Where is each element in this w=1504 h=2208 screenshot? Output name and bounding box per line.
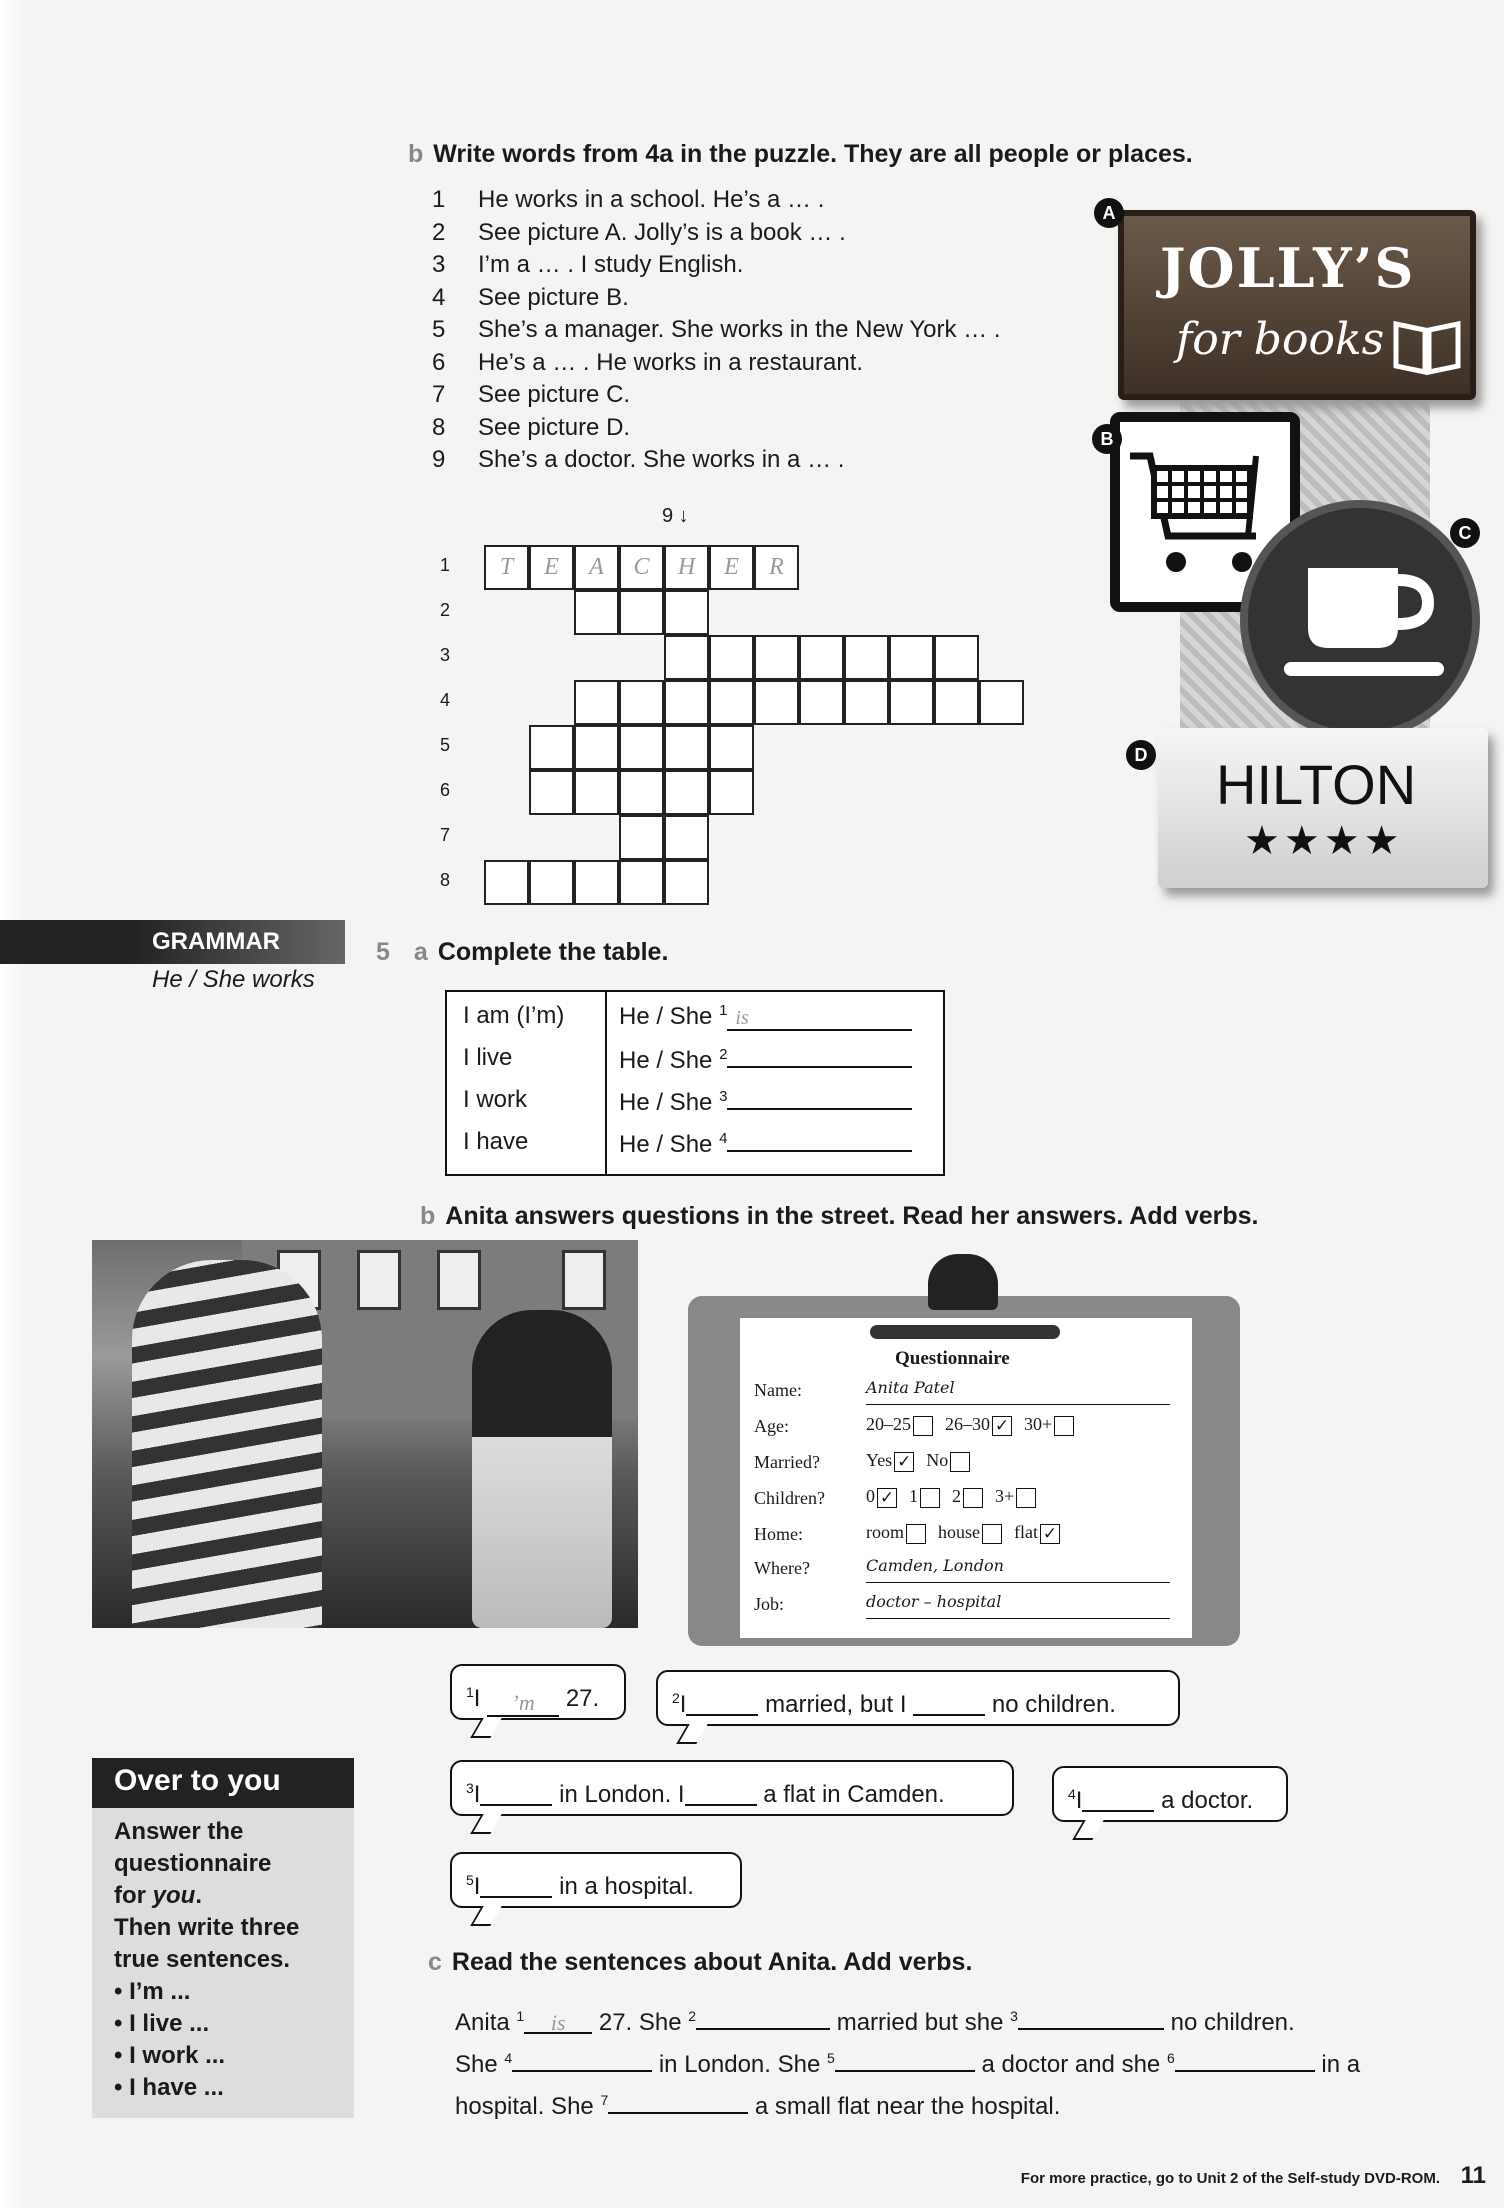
speech-bubble-3: $^3$I in London. I a flat in Camden. bbox=[450, 1760, 1014, 1816]
answer-blank[interactable]: ’m bbox=[487, 1689, 559, 1717]
prompt-list bbox=[114, 1976, 299, 2104]
crossword-cell[interactable] bbox=[619, 590, 664, 635]
crossword-cell[interactable] bbox=[664, 725, 709, 770]
table-row-right: He / She $^1$ is bbox=[619, 1002, 912, 1031]
clue-3: 3 I’m a … . I study English. bbox=[432, 251, 744, 278]
picture-c-cafe-sign bbox=[1240, 500, 1480, 740]
crossword-cell[interactable] bbox=[844, 680, 889, 725]
crossword-cell[interactable]: A bbox=[574, 545, 619, 590]
crossword-row-number: 2 bbox=[440, 600, 451, 620]
answer-blank[interactable] bbox=[696, 2006, 830, 2030]
crossword-cell[interactable]: T bbox=[484, 545, 529, 590]
questionnaire-form: Questionnaire Name: Anita Patel Age: 20–25 26–30 ✓ 30+ Married? Yes ✓ No Children? 0 ✓ 1 2 3+ Home: room house flat ✓ Where? Camden, London Job: doctor – hospital bbox=[740, 1318, 1192, 1638]
crossword-cell[interactable] bbox=[619, 815, 664, 860]
speech-bubble-2: $^2$I married, but I no children. bbox=[656, 1670, 1180, 1726]
crossword-cell[interactable] bbox=[529, 860, 574, 905]
clue-9: 9 She’s a doctor. She works in a … . bbox=[432, 446, 845, 473]
children-options: 0 ✓ 1 2 3+ bbox=[866, 1486, 1048, 1508]
ex5c-heading: c Read the sentences about Anita. Add verbs. bbox=[428, 1948, 973, 1976]
crossword-cell[interactable] bbox=[664, 860, 709, 905]
crossword-cell[interactable] bbox=[979, 680, 1024, 725]
answer-blank[interactable] bbox=[835, 2048, 975, 2072]
clue-4: 4 See picture B. bbox=[432, 283, 629, 311]
crossword-cell[interactable] bbox=[529, 725, 574, 770]
sentence-line-2: She $^4$ in London. She $^5$ a doctor and she $^6$ in a bbox=[455, 2050, 1361, 2078]
table-row-right: He / She $^3$ bbox=[619, 1086, 912, 1117]
table-row-right: He / She $^4$ bbox=[619, 1128, 912, 1159]
footer-note: For more practice, go to Unit 2 of the Self-study DVD-ROM. bbox=[1020, 2170, 1440, 2187]
crossword-cell[interactable] bbox=[799, 635, 844, 680]
sentence-line-3: hospital. She $^7$ a small flat near the hospital. bbox=[455, 2092, 1061, 2120]
table-row-left: I have bbox=[463, 1128, 529, 1155]
answer-blank[interactable] bbox=[727, 1086, 912, 1110]
table-row-left: I work bbox=[463, 1086, 528, 1113]
crossword-cell[interactable] bbox=[889, 635, 934, 680]
answer-blank[interactable] bbox=[685, 1778, 757, 1806]
page-number: 11 bbox=[1460, 2162, 1486, 2189]
answer-blank[interactable] bbox=[913, 1688, 985, 1716]
crossword-cell[interactable] bbox=[574, 590, 619, 635]
crossword-cell[interactable] bbox=[709, 635, 754, 680]
crossword-cell[interactable] bbox=[574, 860, 619, 905]
answer-blank[interactable] bbox=[1018, 2006, 1164, 2030]
name-value: Anita Patel bbox=[866, 1378, 955, 1397]
list-item: • I have ... bbox=[114, 2072, 299, 2104]
answer-blank[interactable] bbox=[686, 1688, 758, 1716]
crossword-cell[interactable] bbox=[619, 725, 664, 770]
crossword-cell[interactable] bbox=[844, 635, 889, 680]
crossword-cell[interactable] bbox=[664, 815, 709, 860]
answer-blank[interactable]: is bbox=[524, 2010, 592, 2034]
sign-d-stars: ★★★★ bbox=[1244, 819, 1404, 863]
crossword-cell[interactable] bbox=[574, 680, 619, 725]
crossword-cell[interactable] bbox=[709, 680, 754, 725]
table-row-left: I live bbox=[463, 1044, 513, 1071]
crossword-cell[interactable] bbox=[754, 635, 799, 680]
clue-2: 2 See picture A. Jolly’s is a book … . bbox=[432, 218, 846, 246]
table-row-left: I am (I’m) bbox=[463, 1002, 565, 1029]
speech-bubble-5: $^5$I in a hospital. bbox=[450, 1852, 742, 1908]
over-to-you-title: Over to you bbox=[92, 1758, 354, 1808]
down-marker: 9 ↓ bbox=[662, 505, 689, 527]
crossword-row-number: 7 bbox=[440, 825, 451, 845]
answer-blank[interactable] bbox=[480, 1870, 552, 1898]
sign-a-title: JOLLY’S bbox=[1160, 236, 1416, 300]
crossword-cell[interactable]: H bbox=[664, 545, 709, 590]
crossword-cell[interactable] bbox=[889, 680, 934, 725]
crossword-cell[interactable] bbox=[709, 770, 754, 815]
crossword-cell[interactable] bbox=[934, 680, 979, 725]
grammar-topic: He / She works bbox=[152, 966, 315, 993]
ex4b-heading: b Write words from 4a in the puzzle. They are all people or places. bbox=[408, 140, 1193, 168]
speech-bubble-4: $^4$I a doctor. bbox=[1052, 1766, 1288, 1822]
crossword-row-number: 8 bbox=[440, 870, 451, 890]
clipboard-bar bbox=[870, 1325, 1060, 1339]
crossword-cell[interactable] bbox=[664, 635, 709, 680]
coffee-cup-icon bbox=[1278, 558, 1448, 688]
answer-blank[interactable] bbox=[608, 2090, 748, 2114]
answer-blank[interactable] bbox=[1082, 1784, 1154, 1812]
answer-blank[interactable] bbox=[727, 1044, 912, 1068]
crossword-cell[interactable] bbox=[754, 680, 799, 725]
list-item: • I work ... bbox=[114, 2040, 299, 2072]
grammar-bar: GRAMMAR bbox=[0, 920, 345, 964]
clue-8: 8 See picture D. bbox=[432, 413, 631, 441]
marker-d: D bbox=[1126, 740, 1156, 770]
crossword-cell[interactable]: C bbox=[619, 545, 664, 590]
picture-d-hotel-sign bbox=[1158, 728, 1488, 888]
clue-6: 6 He’s a … . He works in a restaurant. bbox=[432, 348, 864, 376]
answer-blank[interactable] bbox=[480, 1778, 552, 1806]
crossword-cell[interactable] bbox=[664, 680, 709, 725]
sign-a-subtitle: for books bbox=[1176, 314, 1385, 365]
questionnaire-title: Questionnaire bbox=[895, 1348, 1010, 1369]
crossword-cell[interactable] bbox=[709, 725, 754, 770]
crossword-row-number: 3 bbox=[440, 645, 451, 665]
picture-a-bookshop-sign bbox=[1118, 210, 1476, 400]
book-icon bbox=[1392, 316, 1462, 376]
crossword-row-number: 5 bbox=[440, 735, 451, 755]
clue-list bbox=[432, 184, 1001, 477]
page-edge bbox=[0, 0, 26, 2208]
crossword-cell[interactable]: E bbox=[709, 545, 754, 590]
crossword-cell[interactable] bbox=[619, 860, 664, 905]
table-row-right: He / She $^2$ bbox=[619, 1044, 912, 1075]
clue-7: 7 See picture C. bbox=[432, 381, 631, 408]
street-interview-photo bbox=[92, 1240, 638, 1628]
home-options: room house flat ✓ bbox=[866, 1522, 1072, 1544]
answer-blank[interactable] bbox=[727, 1128, 912, 1152]
crossword-row-number: 4 bbox=[440, 690, 451, 710]
marker-a: A bbox=[1094, 198, 1124, 228]
married-options: Yes ✓ No bbox=[866, 1450, 982, 1472]
crossword-cell[interactable] bbox=[664, 770, 709, 815]
answer-blank[interactable]: is bbox=[727, 1007, 912, 1031]
crossword-cell[interactable] bbox=[934, 635, 979, 680]
where-value: Camden, London bbox=[866, 1556, 1004, 1575]
over-to-you-box: Over to you Answer the questionnaire for you. Then write three true sentences. • I’m ... • I live ... • I work ... • I have ... bbox=[92, 1758, 354, 2118]
crossword-cell[interactable] bbox=[529, 770, 574, 815]
job-value: doctor – hospital bbox=[866, 1592, 1002, 1611]
marker-c: C bbox=[1450, 518, 1480, 548]
list-item: • I live ... bbox=[114, 2008, 299, 2040]
sentence-line-1: Anita $^1$ is 27. She $^2$ married but she $^3$ no children. bbox=[455, 2008, 1295, 2036]
crossword-cell[interactable] bbox=[799, 680, 844, 725]
crossword-row-number: 6 bbox=[440, 780, 451, 800]
sign-d-title: HILTON bbox=[1216, 753, 1417, 816]
crossword-cell[interactable] bbox=[574, 725, 619, 770]
clue-1: 1 He works in a school. He’s a … . bbox=[432, 186, 825, 213]
crossword-cell[interactable] bbox=[664, 590, 709, 635]
crossword-cell[interactable]: E bbox=[529, 545, 574, 590]
answer-blank[interactable] bbox=[1175, 2048, 1315, 2072]
clue-5: 5 She’s a manager. She works in the New York … . bbox=[432, 316, 1001, 343]
crossword-cell[interactable] bbox=[619, 680, 664, 725]
answer-blank[interactable] bbox=[512, 2048, 652, 2072]
crossword-cell[interactable] bbox=[574, 770, 619, 815]
list-item: • I’m ... bbox=[114, 1976, 299, 2008]
age-options: 20–25 26–30 ✓ 30+ bbox=[866, 1414, 1086, 1436]
crossword-row-number: 1 bbox=[440, 555, 451, 575]
ex5a-heading: 5 a Complete the table. bbox=[376, 938, 669, 966]
speech-bubble-1: $^1$I ’m 27. bbox=[450, 1664, 626, 1720]
ex5b-heading: b Anita answers questions in the street. Read her answers. Add verbs. bbox=[420, 1202, 1259, 1230]
clipboard-clip bbox=[928, 1254, 998, 1310]
marker-b: B bbox=[1092, 424, 1122, 454]
crossword-cell[interactable] bbox=[484, 860, 529, 905]
verb-table bbox=[445, 990, 945, 1176]
crossword-cell[interactable]: R bbox=[754, 545, 799, 590]
crossword-cell[interactable] bbox=[619, 770, 664, 815]
